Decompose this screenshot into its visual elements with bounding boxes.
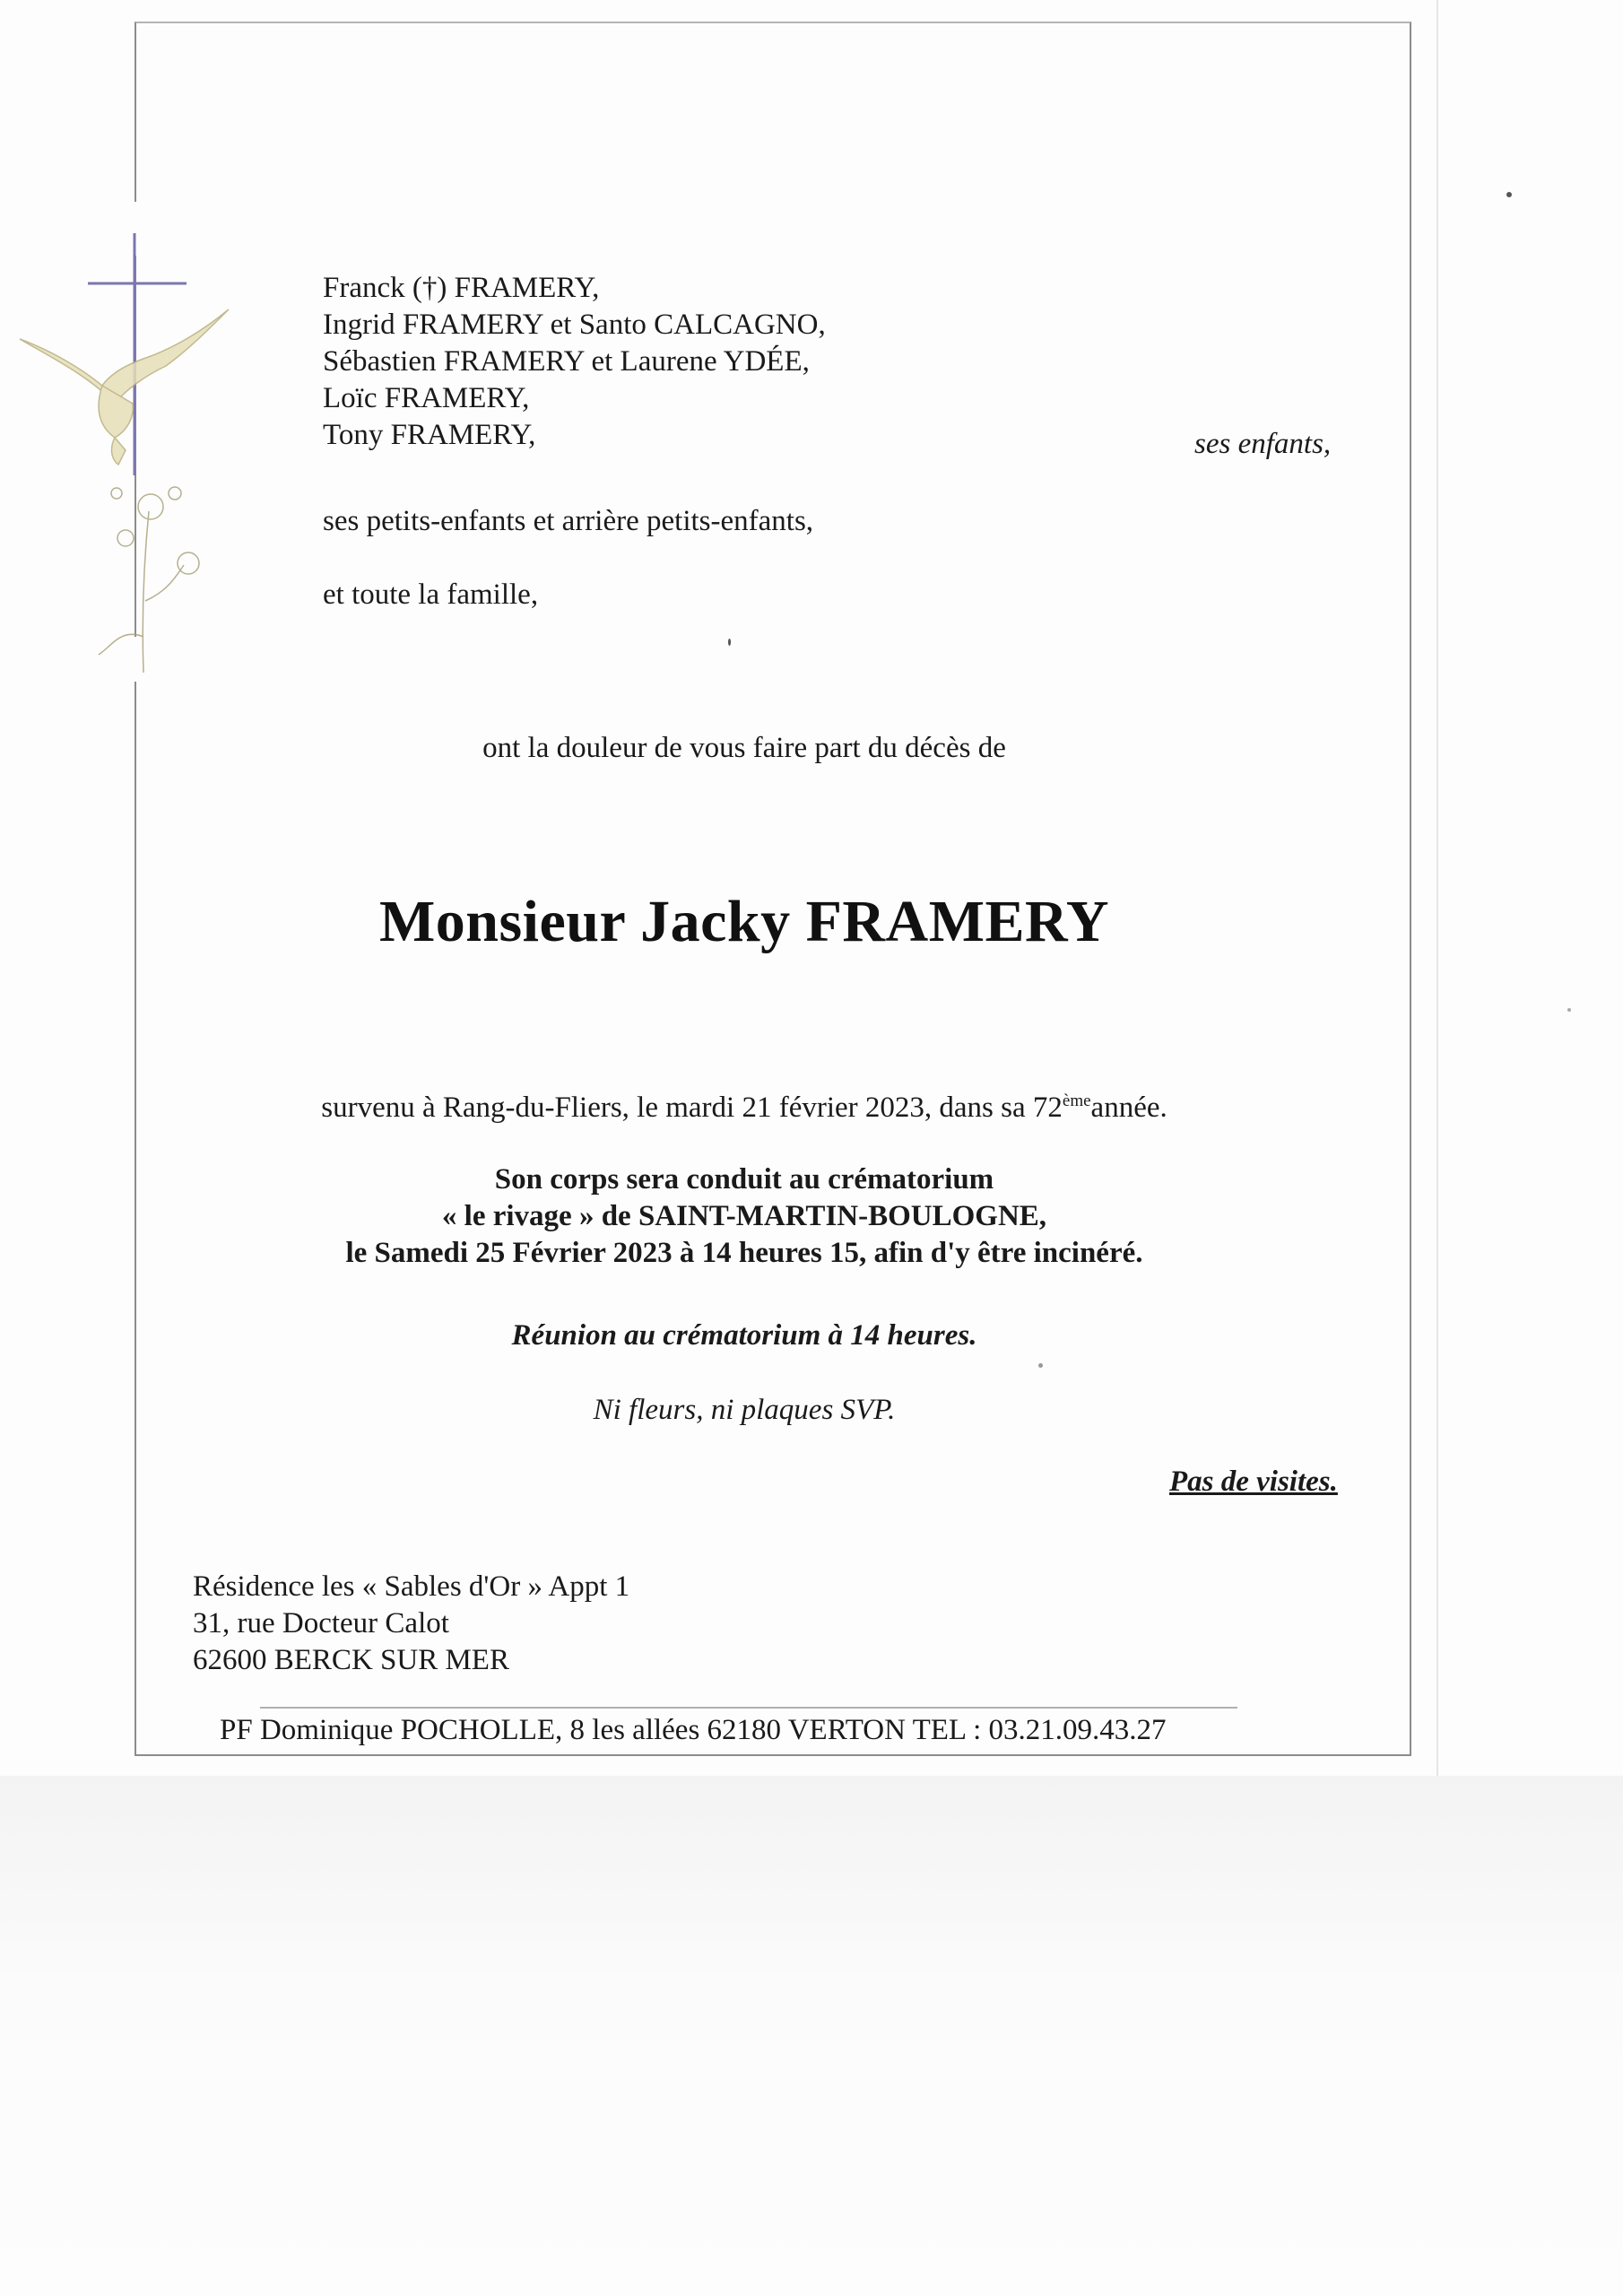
family-line-1: Franck (†) FRAMERY, [323,272,600,304]
family-line-2: Ingrid FRAMERY et Santo CALCAGNO, [323,309,826,341]
funeral-home-footer: PF Dominique POCHOLLE, 8 les allées 62180 VERTON TEL : 03.21.09.43.27 [220,1714,1167,1746]
family-line-5: Tony FRAMERY, [323,419,536,451]
flower-stem-icon [99,487,199,673]
ceremony-line-1: Son corps sera conduit au crématorium [494,1163,994,1196]
address-line-1: Résidence les « Sables d'Or » Appt 1 [193,1570,630,1603]
death-details [0,1091,1488,1126]
scan-speck [728,639,731,646]
scan-speck [1038,1363,1043,1368]
scan-speck [1506,192,1512,197]
reunion-line: Réunion au crématorium à 14 heures. [511,1319,977,1352]
address-line-2: 31, rue Docteur Calot [193,1607,449,1639]
no-flowers-line: Ni fleurs, ni plaques SVP. [593,1394,896,1426]
ceremony-line-2: « le rivage » de SAINT-MARTIN-BOULOGNE, [441,1200,1047,1232]
announcement-line: ont la douleur de vous faire part du décès de [482,732,1006,764]
deceased-name: Monsieur Jacky FRAMERY [378,889,1110,954]
ceremony-line-3: le Samedi 25 Février 2023 à 14 heures 15, afin d'y être incinéré. [345,1237,1143,1269]
death-superscript: ème [1062,1091,1091,1110]
death-text-end: année. [1090,1091,1167,1124]
family-line: et toute la famille, [323,578,539,611]
death-text: survenu à Rang-du-Fliers, le mardi 21 février 2023, dans sa 72 [321,1091,1063,1124]
scan-speck [1567,1008,1571,1012]
address-line-3: 62600 BERCK SUR MER [193,1644,509,1676]
no-visits-line: Pas de visites. [1169,1465,1338,1498]
cross-dove-flower-icon [9,224,242,691]
grandchildren-line: ses petits-enfants et arrière petits-enfants, [323,505,814,537]
footer-divider [260,1707,1237,1709]
scan-background [0,1776,1623,2296]
family-line-3: Sébastien FRAMERY et Laurene YDÉE, [323,345,810,378]
family-line-4: Loïc FRAMERY, [323,382,530,414]
dove-icon [20,309,229,465]
children-role-label: ses enfants, [1194,428,1332,460]
